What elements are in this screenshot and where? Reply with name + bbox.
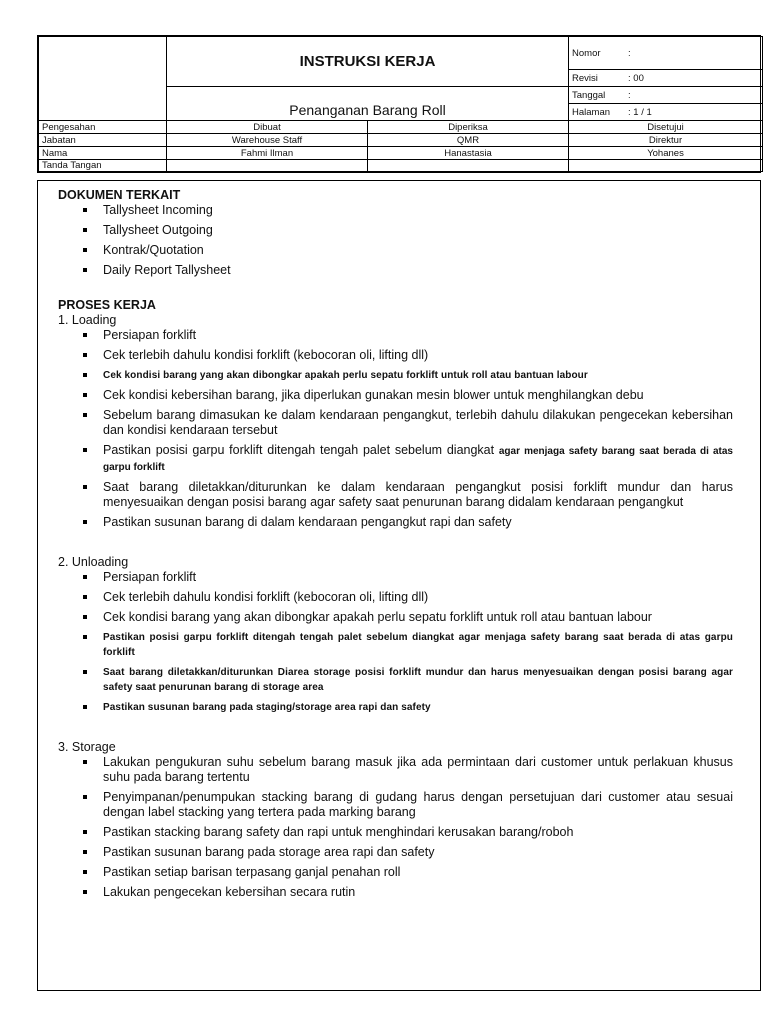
doc-subtitle: Penanganan Barang Roll: [167, 87, 569, 121]
list-item: Cek terlebih dahulu kondisi forklift (kebocoran oli, lifting dll): [103, 590, 733, 605]
unloading-list: [58, 570, 733, 715]
cell-nama-dibuat: Fahmi Ilman: [167, 147, 368, 160]
cell-disetujui: Disetujui: [569, 121, 763, 134]
list-item: Cek terlebih dahulu kondisi forklift (kebocoran oli, lifting dll): [103, 348, 733, 363]
list-item: Pastikan setiap barisan terpasang ganjal penahan roll: [103, 865, 733, 880]
list-item: Pastikan susunan barang di dalam kendaraan pengangkut rapi dan safety: [103, 515, 733, 530]
cell-jabatan-dibuat: Warehouse Staff: [167, 134, 368, 147]
signature-dibuat: [167, 160, 368, 172]
list-item: Penyimpanan/penumpukan stacking barang di gudang harus dengan persetujuan dari customer atau sesuai dengan label stacking yang tertera pada marking barang: [103, 790, 733, 819]
list-item: Cek kondisi barang yang akan dibongkar apakah perlu sepatu forklift untuk roll atau bantuan labour: [103, 610, 733, 625]
list-item: Daily Report Tallysheet: [103, 263, 733, 278]
row-label-tanda-tangan: Tanda Tangan: [39, 160, 167, 172]
storage-list: [58, 755, 733, 900]
cell-diperiksa: Diperiksa: [368, 121, 569, 134]
meta-revisi: Revisi : 00: [569, 70, 763, 87]
loading-list: [58, 328, 733, 530]
document-body: [37, 180, 761, 991]
list-item: Kontrak/Quotation: [103, 243, 733, 258]
list-item: Pastikan stacking barang safety dan rapi untuk menghindari kerusakan barang/roboh: [103, 825, 733, 840]
signature-disetujui: [569, 160, 763, 172]
list-item: Sebelum barang dimasukan ke dalam kendaraan pengangkut, terlebih dahulu dilakukan pengecekan kebersihan dan kondisi kendaraan tersebut: [103, 408, 733, 437]
header-table: [38, 36, 763, 172]
doc-title: INSTRUKSI KERJA: [167, 37, 569, 87]
row-label-jabatan: Jabatan: [39, 134, 167, 147]
list-item-text-small: agar menjaga safety barang saat berada di atas garpu forklift: [103, 446, 733, 473]
subsection-title-loading: 1. Loading: [58, 313, 117, 327]
list-item: Cek kondisi kebersihan barang, jika diperlukan gunakan mesin blower untuk menghilangkan debu: [103, 388, 733, 403]
list-item-text: Pastikan posisi garpu forklift ditengah tengah palet sebelum diangkat: [103, 443, 495, 457]
meta-tanggal: Tanggal :: [569, 87, 763, 104]
signature-diperiksa: [368, 160, 569, 172]
list-item: Persiapan forklift: [103, 328, 733, 343]
logo-area: [39, 37, 167, 121]
body-content: [58, 187, 733, 905]
subsection-title-unloading: 2. Unloading: [58, 555, 129, 569]
list-item: [103, 443, 733, 475]
dokumen-list: [58, 203, 733, 278]
list-item: Pastikan susunan barang pada staging/storage area rapi dan safety: [103, 700, 733, 715]
section-title-dokumen: DOKUMEN TERKAIT: [58, 188, 181, 202]
cell-jabatan-disetujui: Direktur: [569, 134, 763, 147]
cell-jabatan-diperiksa: QMR: [368, 134, 569, 147]
row-label-nama: Nama: [39, 147, 167, 160]
row-label-pengesahan: Pengesahan: [39, 121, 167, 134]
meta-nomor: Nomor :: [569, 37, 763, 70]
list-item: Saat barang diletakkan/diturunkan ke dalam kendaraan pengangkut posisi forklift mundur dan harus menyesuaikan dengan posisi barang agar safety saat penurunan barang didalam kendaraan pengangkut: [103, 480, 733, 509]
document-header: [37, 35, 761, 173]
subsection-title-storage: 3. Storage: [58, 740, 116, 754]
list-item: Cek kondisi barang yang akan dibongkar apakah perlu sepatu forklift untuk roll atau bantuan labour: [103, 368, 733, 383]
list-item: Pastikan susunan barang pada storage area rapi dan safety: [103, 845, 733, 860]
list-item: Tallysheet Outgoing: [103, 223, 733, 238]
list-item: Tallysheet Incoming: [103, 203, 733, 218]
list-item: Lakukan pengukuran suhu sebelum barang masuk jika ada permintaan dari customer untuk perlakuan khusus suhu pada barang tertentu: [103, 755, 733, 784]
list-item: Persiapan forklift: [103, 570, 733, 585]
section-title-proses: PROSES KERJA: [58, 298, 156, 312]
list-item: Pastikan posisi garpu forklift ditengah tengah palet sebelum diangkat agar menjaga safety barang saat berada di atas garpu forklift: [103, 632, 733, 658]
cell-dibuat: Dibuat: [167, 121, 368, 134]
cell-nama-diperiksa: Hanastasia: [368, 147, 569, 160]
list-item: Lakukan pengecekan kebersihan secara rutin: [103, 885, 733, 900]
cell-nama-disetujui: Yohanes: [569, 147, 763, 160]
list-item: Saat barang diletakkan/diturunkan Diarea storage posisi forklift mundur dan harus menyesuaikan dengan posisi barang agar safety saat penurunan barang di storage area: [103, 667, 733, 693]
meta-halaman: Halaman : 1 / 1: [569, 104, 763, 121]
